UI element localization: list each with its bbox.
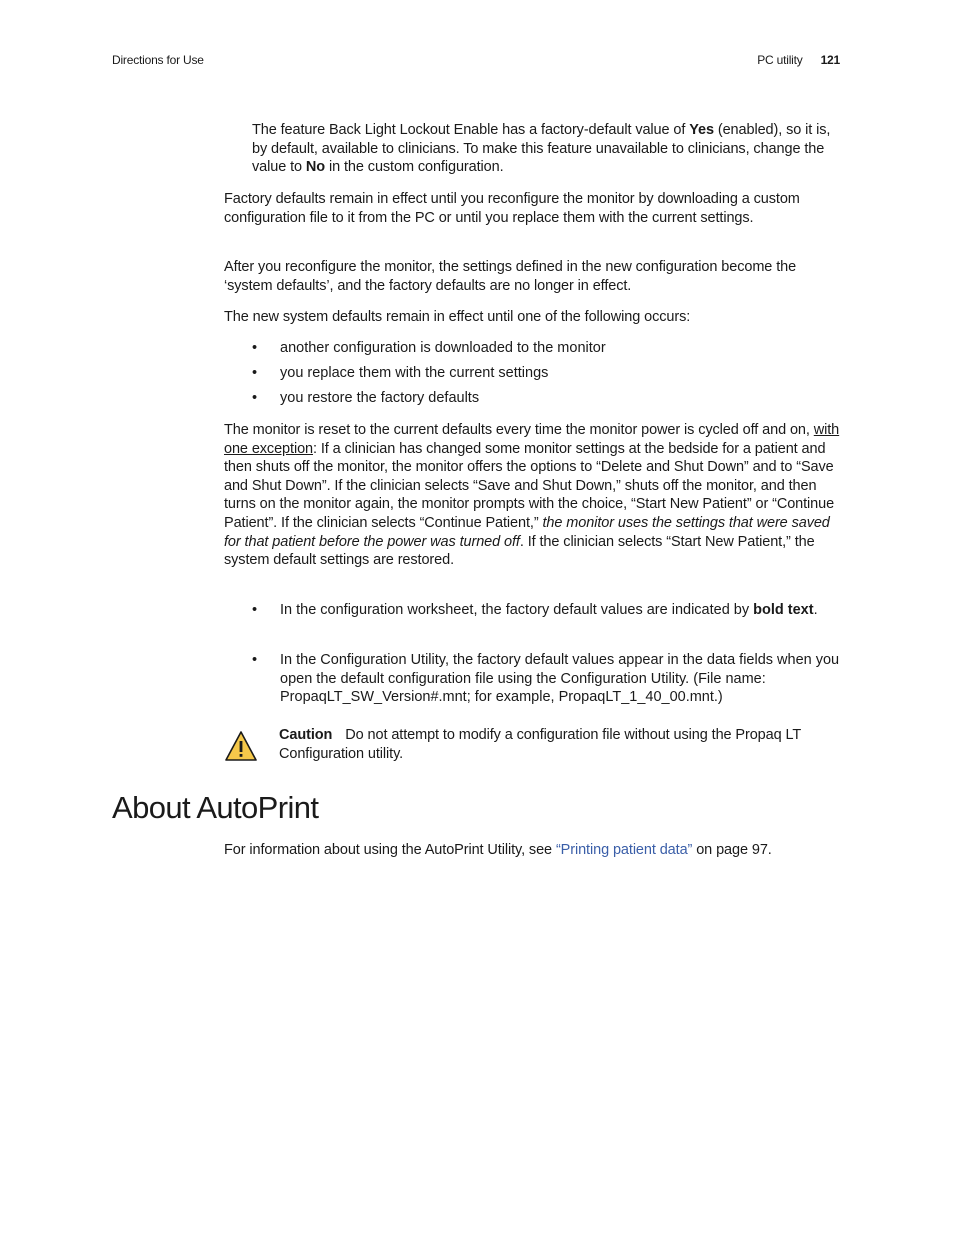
autoprint-text-1: For information about using the AutoPrint Utility, see xyxy=(224,842,556,858)
printing-patient-data-link[interactable]: “Printing patient data” xyxy=(555,842,693,858)
list-item-text: you restore the factory defaults xyxy=(280,390,480,406)
warning-triangle-icon xyxy=(224,730,258,762)
list-item-text: another configuration is downloaded to the monitor xyxy=(280,340,606,356)
intro-text-2: (enabled), so it is, by default, available to clinicians. To make this feature unavailable to clinicians, change the value to xyxy=(252,122,831,176)
system-defaults-paragraph: The new system defaults remain in effect until one of the following occurs: xyxy=(224,309,691,325)
list-item-text xyxy=(280,601,844,620)
worksheet-text: In the configuration worksheet, the factory default values are indicated by xyxy=(280,602,754,618)
factory-defaults-paragraph: Factory defaults remain in effect until you reconfigure the monitor by downloading a custom configuration file to it from the PC or until you replace them with the current settings. xyxy=(224,191,800,226)
running-header-section xyxy=(757,53,840,67)
intro-yes: Yes xyxy=(689,122,714,138)
list-item xyxy=(252,601,844,620)
reconfigure-paragraph: After you reconfigure the monitor, the settings defined in the new configuration become the ‘system defaults’, and the factory defaults are no longer in effect. xyxy=(224,259,797,294)
autoprint-text-2: on page 97. xyxy=(692,842,772,858)
list-item xyxy=(252,389,844,408)
intro-text-3: in the custom configuration. xyxy=(325,159,504,176)
intro-text-1: The feature Back Light Lockout Enable has a factory-default value of xyxy=(252,122,690,138)
bullet: • xyxy=(252,602,258,618)
reset-paragraph xyxy=(224,421,844,570)
autoprint-paragraph xyxy=(224,841,864,860)
list-item xyxy=(252,339,844,358)
running-header-title: Directions for Use xyxy=(112,53,204,67)
reset-text-3: . If the clinician selects “Start New Patient,” the system default settings are restored. xyxy=(224,533,815,569)
reset-text-1: The monitor is reset to the current defaults every time the monitor power is cycled off and on, xyxy=(224,422,814,438)
bold-text-example: bold text xyxy=(753,602,814,618)
header-section-name: PC utility xyxy=(757,53,803,67)
list-item-text: you replace them with the current settings xyxy=(280,365,549,381)
reset-italic: the monitor uses the settings that were saved for that patient before the power was turned off xyxy=(224,514,830,550)
intro-no: No xyxy=(305,159,326,176)
caution-text: Do not attempt to modify a configuration file without using the Propaq LT Configuration utility. xyxy=(279,727,801,762)
bullet: • xyxy=(252,340,258,356)
caution-note xyxy=(279,726,844,763)
exception-emphasis: with one exception xyxy=(224,422,840,457)
bullet: • xyxy=(252,365,258,381)
caution-label: Caution xyxy=(279,727,333,743)
period: . xyxy=(813,602,818,618)
section-heading: About AutoPrint xyxy=(112,790,319,825)
list-item xyxy=(252,651,844,707)
intro-paragraph xyxy=(252,121,844,177)
page-number: 121 xyxy=(820,53,840,67)
list-item xyxy=(252,364,844,383)
bullet: • xyxy=(252,390,258,406)
reset-text-2: : If a clinician has changed some monitor settings at the bedside for a patient and then shuts off the monitor, the monitor offers the options to “Delete and Shut Down” and to “Save and Shut Down”. If the clinician selects “Save and Shut Down,” shuts off the monitor, and then turns on the monitor again, the monitor prompts with the choice, “Start New Patient” or “Continue Patient”. If the clinician selects “Continue Patient,” xyxy=(224,440,835,531)
list-item-text: In the Configuration Utility, the factory default values appear in the data fields when you open the default configuration file using the Configuration Utility. (File name: PropaqLT_SW_Version#.mnt; for example, PropaqLT_1_40_00.mnt.) xyxy=(280,652,840,706)
bullet: • xyxy=(252,652,258,668)
